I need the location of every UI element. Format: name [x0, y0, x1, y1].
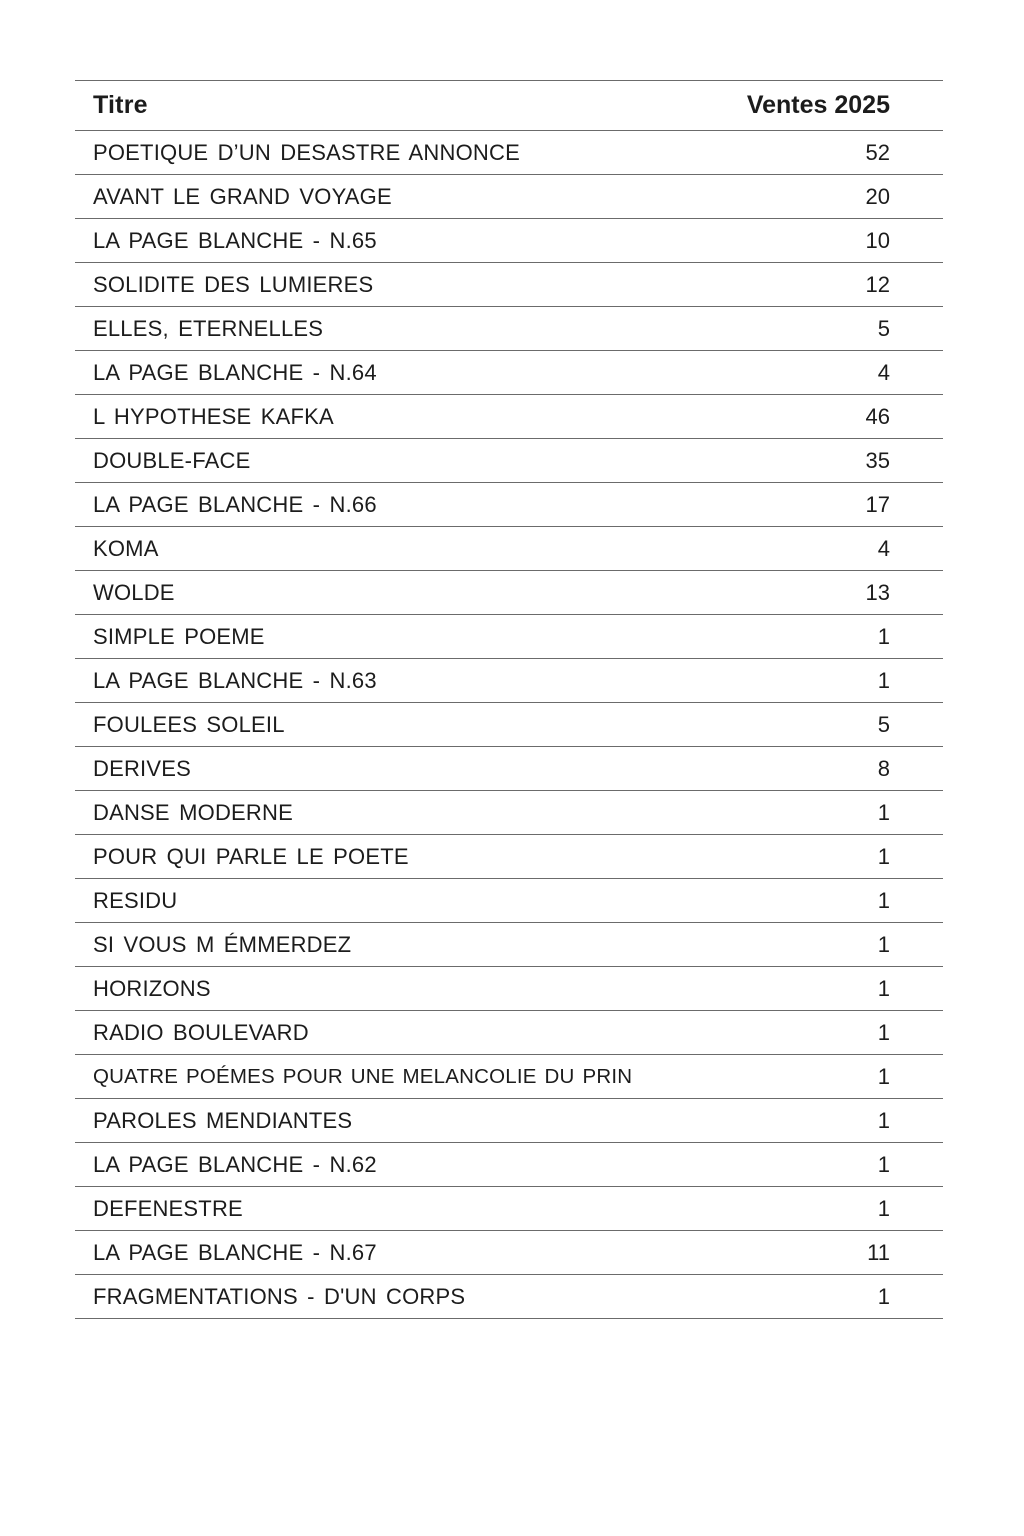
sales-cell: 46 [865, 403, 890, 429]
title-cell: L HYPOTHESE KAFKA [93, 403, 334, 429]
sales-cell: 1 [877, 1151, 890, 1177]
sales-cell: 17 [865, 491, 890, 517]
sales-cell: 5 [877, 711, 890, 737]
title-cell: SIMPLE POEME [93, 623, 265, 649]
table-row [75, 1055, 943, 1099]
title-cell: LA PAGE BLANCHE - N.64 [93, 359, 377, 385]
table-row [75, 835, 943, 879]
title-cell: PAROLES MENDIANTES [93, 1107, 353, 1133]
sales-cell: 1 [877, 623, 890, 649]
table-row [75, 1011, 943, 1055]
table-row [75, 351, 943, 395]
table-row [75, 527, 943, 571]
table-row [75, 131, 943, 175]
title-cell: SOLIDITE DES LUMIERES [93, 271, 374, 297]
sales-cell: 12 [865, 271, 890, 297]
sales-cell: 1 [877, 843, 890, 869]
table-row [75, 395, 943, 439]
column-header-ventes-2025: Ventes 2025 [746, 91, 890, 119]
sales-cell: 1 [877, 1107, 890, 1133]
sales-cell: 1 [877, 975, 890, 1001]
title-cell: SI VOUS M ÉMMERDEZ [93, 931, 352, 957]
title-cell: DOUBLE-FACE [93, 447, 251, 473]
table-row [75, 1099, 943, 1143]
table-row [75, 439, 943, 483]
table-body [75, 131, 943, 1319]
title-cell: ELLES, ETERNELLES [93, 315, 324, 341]
table-row [75, 1143, 943, 1187]
table-row [75, 923, 943, 967]
sales-cell: 4 [877, 359, 890, 385]
title-cell: QUATRE POÉMES POUR UNE MELANCOLIE DU PRIN [93, 1064, 633, 1088]
sales-cell: 5 [877, 315, 890, 341]
title-cell: FOULEES SOLEIL [93, 711, 285, 737]
table-row [75, 1231, 943, 1275]
sales-cell: 35 [865, 447, 890, 473]
title-cell: DEFENESTRE [93, 1195, 243, 1221]
table-row [75, 791, 943, 835]
sales-cell: 1 [877, 931, 890, 957]
title-cell: FRAGMENTATIONS - D'UN CORPS [93, 1283, 466, 1309]
table-row [75, 703, 943, 747]
table-row [75, 1275, 943, 1319]
sales-table [75, 80, 943, 1319]
title-cell: KOMA [93, 535, 159, 561]
sales-cell: 1 [877, 1283, 890, 1309]
table-row [75, 1187, 943, 1231]
title-cell: LA PAGE BLANCHE - N.67 [93, 1239, 377, 1265]
sales-cell: 8 [877, 755, 890, 781]
sales-cell: 20 [865, 183, 890, 209]
table-row [75, 175, 943, 219]
table-row [75, 747, 943, 791]
sales-cell: 11 [867, 1239, 890, 1265]
title-cell: POETIQUE D’UN DESASTRE ANNONCE [93, 139, 520, 165]
sales-cell: 52 [865, 139, 890, 165]
table-row [75, 483, 943, 527]
table-row [75, 879, 943, 923]
title-cell: AVANT LE GRAND VOYAGE [93, 183, 392, 209]
table-row [75, 263, 943, 307]
title-cell: RESIDU [93, 887, 178, 913]
title-cell: LA PAGE BLANCHE - N.65 [93, 227, 377, 253]
table-row [75, 571, 943, 615]
sales-cell: 1 [877, 667, 890, 693]
title-cell: WOLDE [93, 579, 175, 605]
sales-cell: 1 [877, 1019, 890, 1045]
title-cell: POUR QUI PARLE LE POETE [93, 843, 409, 869]
table-row [75, 219, 943, 263]
title-cell: LA PAGE BLANCHE - N.62 [93, 1151, 377, 1177]
table-row [75, 307, 943, 351]
column-header-titre: Titre [93, 91, 148, 119]
sales-cell: 13 [865, 579, 890, 605]
sales-cell: 1 [877, 799, 890, 825]
table-row [75, 615, 943, 659]
sales-cell: 1 [877, 1195, 890, 1221]
sales-cell: 1 [877, 1063, 890, 1089]
table-row [75, 967, 943, 1011]
title-cell: LA PAGE BLANCHE - N.63 [93, 667, 377, 693]
sales-cell: 4 [877, 535, 890, 561]
sales-cell: 10 [865, 227, 890, 253]
table-header-row [75, 81, 943, 131]
title-cell: LA PAGE BLANCHE - N.66 [93, 491, 377, 517]
table-row [75, 659, 943, 703]
sales-cell: 1 [877, 887, 890, 913]
title-cell: RADIO BOULEVARD [93, 1019, 309, 1045]
title-cell: DANSE MODERNE [93, 799, 293, 825]
title-cell: HORIZONS [93, 975, 211, 1001]
title-cell: DERIVES [93, 755, 191, 781]
